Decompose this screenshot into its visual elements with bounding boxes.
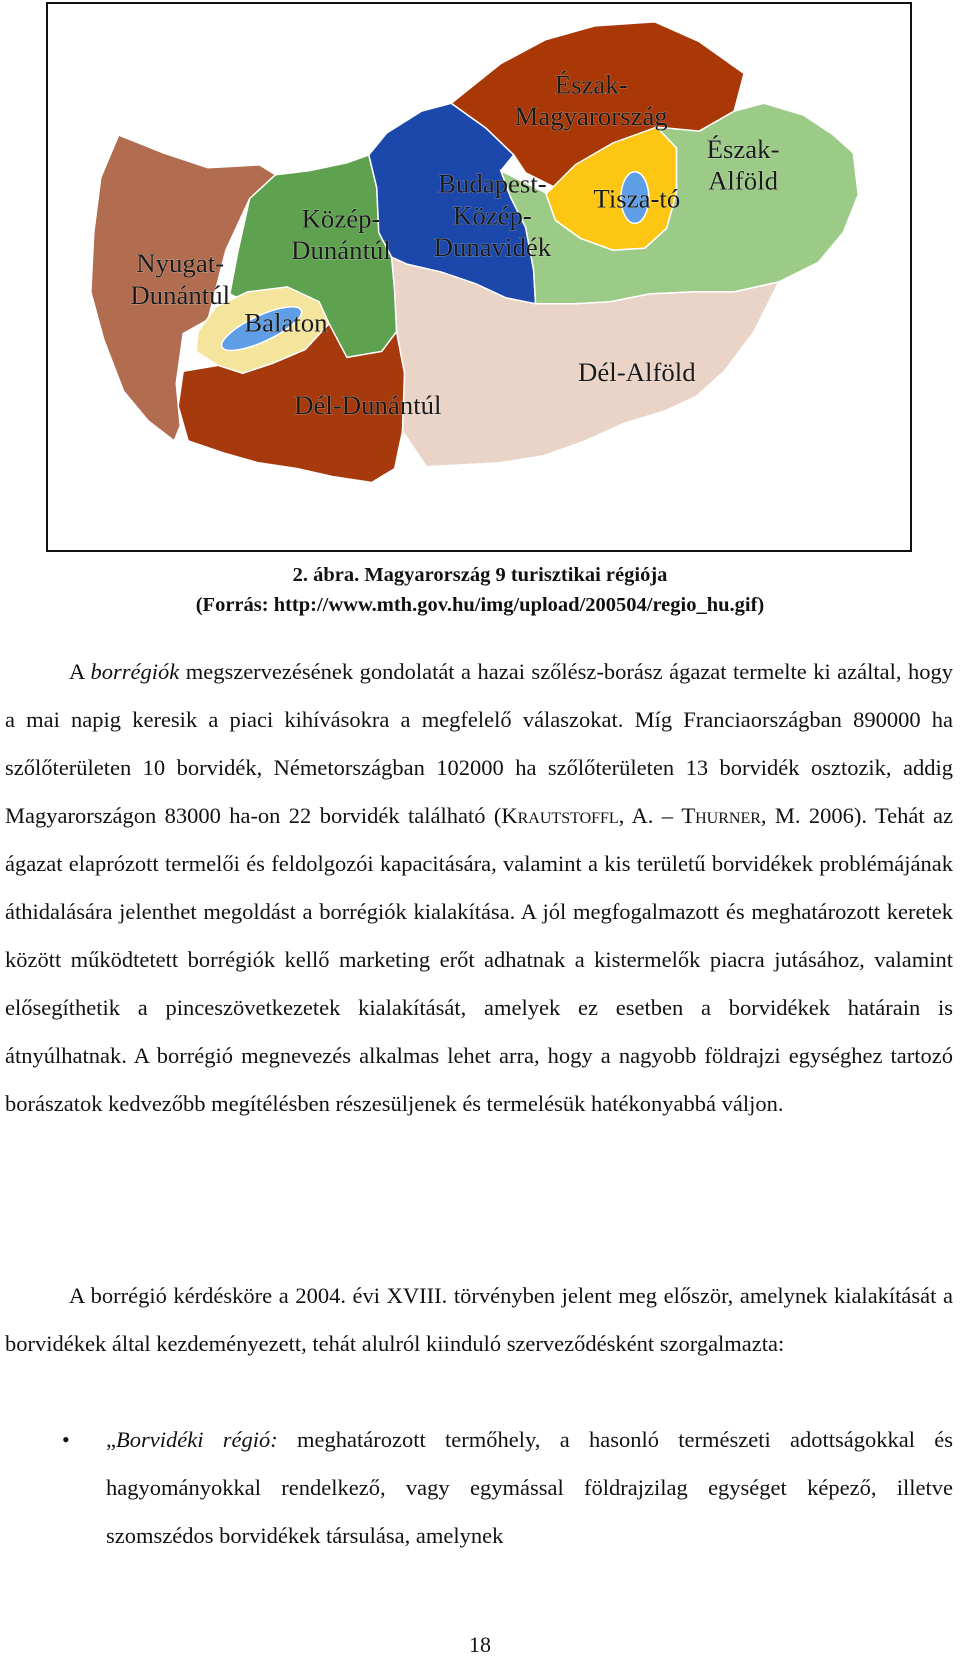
map-label-line: Nyugat- (136, 248, 225, 279)
map-label-line: Dunántúl (130, 279, 231, 310)
map-label-line: Dunavidék (433, 232, 552, 263)
map-label-line: Magyarország (514, 101, 668, 132)
map-label-line: Dél-Dunántúl (294, 389, 442, 420)
map-label-line: Észak- (554, 69, 628, 100)
label-eszak-alfold (707, 134, 780, 196)
map-label-line: Budapest- (438, 168, 547, 199)
para1-text-d: , M. 2006). Tehát az ágazat elaprózott termelői és feldolgozói kapacitására, valamint a kis területű borvidékek problémájának áthidalására jelenthet megoldást a borrégiók kialakítása. A jól megfogalmazott és meghatározott keretek között működtetett borrégiók kellő marketing erőt adhatnak a kistermelők piacra jutásához, valamint elősegíthetik a pinceszövetkezetek kialakítását, amelyek ez esetben a borvidékek határain is átnyúlhatnak. A borrégió megnevezés alkalmas lehet arra, hogy a nagyobb földrajzi egységhez tartozó borászatok kedvezőbb megítélésben részesüljenek és termelésük hatékonyabbá váljon. (5, 803, 953, 1116)
bullet-icon: • (62, 1427, 70, 1452)
figure-caption: 2. ábra. Magyarország 9 turisztikai régiója (292, 564, 668, 586)
map-label-line: Tisza-tó (593, 183, 681, 214)
bullet-list (0, 1416, 953, 1560)
figure-source: (Forrás: http://www.mth.gov.hu/img/upload/200504/regio_hu.gif) (195, 594, 765, 616)
list-item (0, 1416, 953, 1560)
para1-text-a: A (69, 659, 91, 684)
map-label-line: Dél-Alföld (578, 357, 696, 388)
map-label-line: Alföld (708, 165, 779, 196)
label-del-dunantul (294, 390, 441, 420)
para1-text-b: megszervezésének gondolatát a hazai szőlész-borász ágazat termelte ki azáltal, hogy a mai napig keresik a piaci kihívásokra a megfelelő válaszokat. Míg Franciaországban 890000 ha szőlőterületen 10 borvidék, Németországban 102000 ha szőlőterületen 13 borvidék osztozik, addig Magyarországon 83000 ha-on 22 borvidék található ( (5, 659, 953, 828)
label-tisza-to (593, 184, 680, 214)
label-nyugat-dunantul (130, 248, 230, 310)
body-paragraph-1 (5, 648, 953, 1128)
term-borregiok: borrégiók (90, 659, 180, 684)
map-label-line: Észak- (706, 133, 780, 164)
term-borvideki-regio: Borvidéki régió: (116, 1427, 278, 1452)
map-label-line: Balaton (244, 307, 328, 338)
body-paragraph-2: A borrégió kérdésköre a 2004. évi XVIII. törvényben jelent meg először, amelynek kialakítását a borvidékek által kezdeményezett, tehát alulról kiinduló szerveződésként szorgalmazta: (5, 1283, 953, 1356)
map-figure (46, 2, 912, 552)
label-balaton (244, 308, 327, 338)
quote-mark: „ (106, 1427, 116, 1452)
bullet-text: meghatározott termőhely, a hasonló természeti adottságokkal és hagyományokkal rendelkező, vagy egymással földrajzilag egységet képező, illetve szomszédos borvidékek társulása, amelynek (106, 1427, 953, 1548)
citation-author-1: Krautstoffl (501, 803, 619, 828)
page-number: 18 (469, 1632, 491, 1657)
label-del-alfold (578, 357, 696, 387)
para1-text-c: , A. – (618, 803, 682, 828)
map-label-line: Közép- (301, 203, 381, 234)
label-kozep-dunantul (291, 203, 391, 265)
citation-author-2: Thurner (681, 803, 761, 828)
map-label-line: Dunántúl (291, 235, 391, 266)
hungary-regions-map (48, 4, 910, 550)
map-label-line: Közép- (452, 200, 532, 231)
